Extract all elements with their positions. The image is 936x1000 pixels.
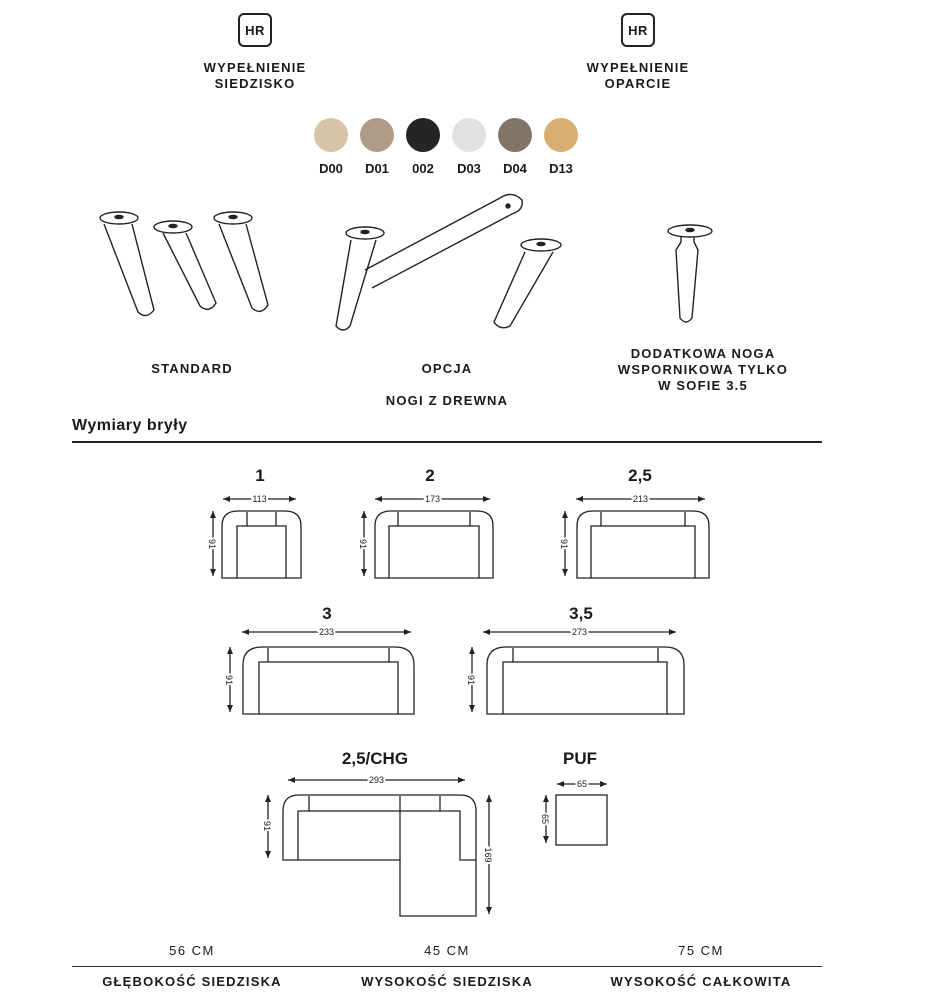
model-2-5-chg-label: 2,5/CHG	[341, 749, 409, 768]
model-2-5-label: 2,5	[628, 466, 652, 485]
filling-seat-line2: SIEDZISKO	[214, 76, 296, 91]
dim-depth: 91	[262, 820, 272, 832]
swatch-code: D03	[457, 161, 481, 176]
seat-height-label: WYSOKOŚĆ SIEDZISKA	[361, 974, 533, 989]
model-2-5-drawing	[565, 499, 709, 578]
model-puf-drawing	[546, 784, 607, 845]
leg-standard-label: STANDARD	[151, 361, 233, 376]
total-height-value: 75 CM	[678, 943, 724, 958]
dim-width: 213	[632, 494, 649, 504]
leg-extra-line2: WSPORNIKOWA TYLKO	[617, 362, 789, 377]
dim-depth: 91	[559, 538, 569, 550]
dim-depth: 65	[540, 813, 550, 825]
model-1-label: 1	[255, 466, 265, 485]
filling-back-line1: WYPEŁNIENIE	[586, 60, 690, 75]
dim-width: 65	[576, 779, 588, 789]
swatch-code: D04	[503, 161, 527, 176]
dim-depth: 91	[207, 538, 217, 550]
dim-width: 273	[571, 627, 588, 637]
hr-foam-icon: HR	[621, 13, 655, 47]
dim-chaise-depth: 169	[483, 847, 493, 863]
model-3-5-drawing	[472, 632, 684, 714]
dim-width: 293	[368, 775, 385, 785]
dim-width: 233	[318, 627, 335, 637]
model-2-label: 2	[425, 466, 435, 485]
model-3-label: 3	[322, 604, 332, 623]
swatch-code: D00	[319, 161, 343, 176]
section-title: Wymiary bryły	[72, 417, 188, 434]
model-2-drawing	[364, 499, 493, 578]
model-3-5-label: 3,5	[569, 604, 593, 623]
leg-option-label: OPCJA	[421, 361, 473, 376]
dim-width: 173	[424, 494, 441, 504]
hr-foam-icon: HR	[238, 13, 272, 47]
model-2-5-chg-drawing	[268, 780, 489, 916]
total-height-label: WYSOKOŚĆ CAŁKOWITA	[610, 974, 792, 989]
seat-height-value: 45 CM	[424, 943, 470, 958]
dim-depth: 91	[358, 538, 368, 550]
leg-extra-line1: DODATKOWA NOGA	[630, 346, 776, 361]
legs-caption: NOGI Z DREWNA	[385, 393, 509, 408]
dim-width: 113	[252, 494, 267, 504]
model-1-drawing	[213, 499, 301, 578]
dim-depth: 91	[466, 674, 476, 686]
swatch-code: D13	[549, 161, 573, 176]
filling-back-line2: OPARCIE	[604, 76, 672, 91]
model-puf-label: PUF	[563, 749, 597, 768]
dim-depth: 91	[224, 674, 234, 686]
swatch-code: D01	[365, 161, 389, 176]
footer-divider	[72, 966, 822, 967]
swatch-code: 002	[412, 161, 434, 176]
leg-extra-line3: W SOFIE 3.5	[658, 378, 748, 393]
seat-depth-label: GŁĘBOKOŚĆ SIEDZISKA	[102, 974, 282, 989]
model-3-drawing	[230, 632, 414, 714]
filling-seat-line1: WYPEŁNIENIE	[203, 60, 307, 75]
seat-depth-value: 56 CM	[169, 943, 215, 958]
